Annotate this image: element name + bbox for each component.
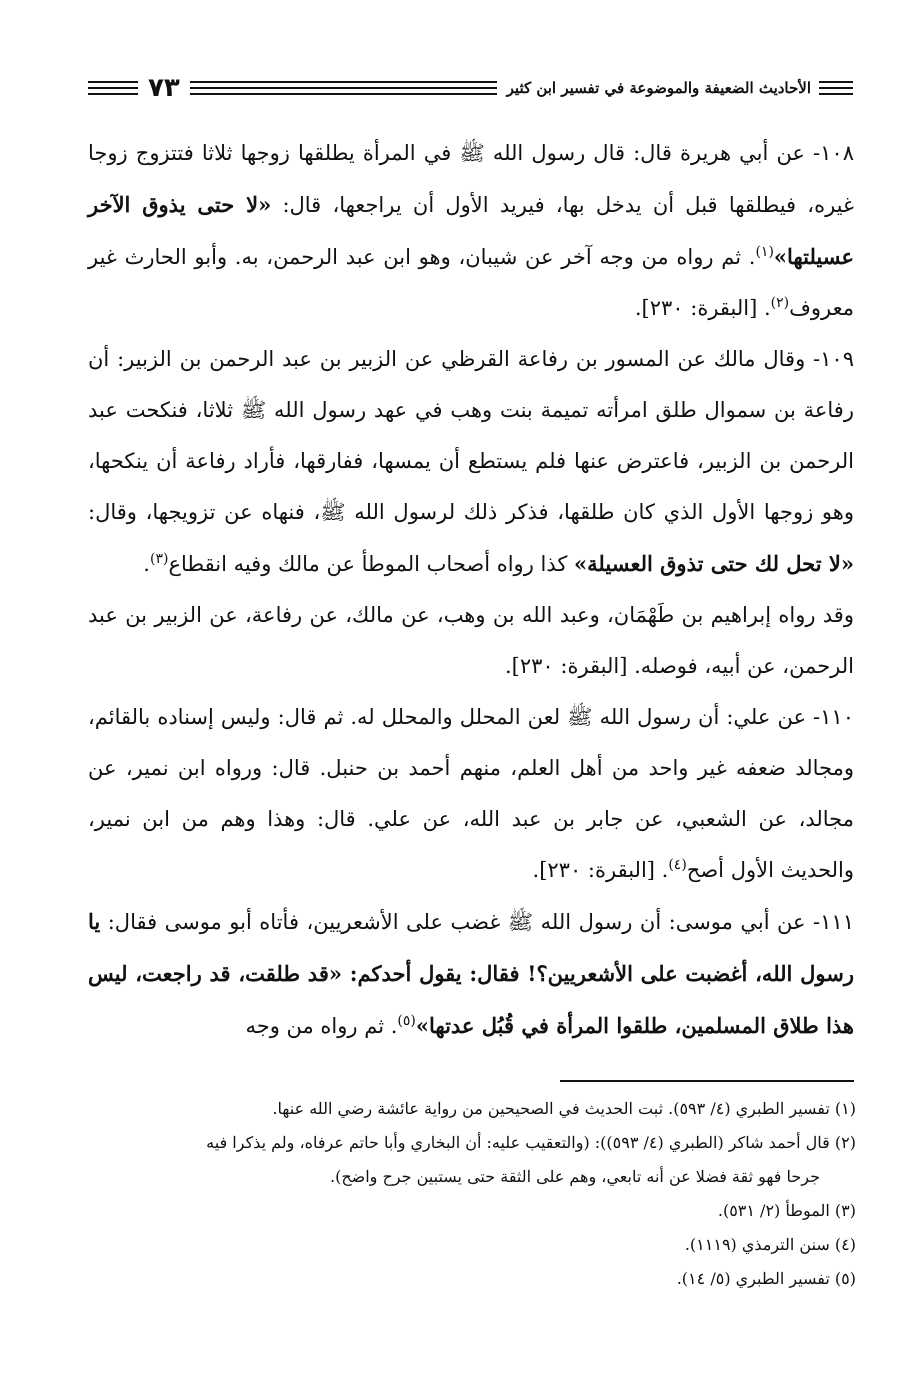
hadith-108-quote: «لا حتى يذوق الآخر عسيلتها» <box>88 192 854 269</box>
footnote-ref-4: (٤) <box>668 857 687 873</box>
hadith-108-text-2: . ثم رواه من وجه آخر عن شيبان، وهو ابن عبد الرحمن، به. وأبو الحارث غير معروف <box>88 245 854 320</box>
footnote-1: (١) تفسير الطبري (٤/ ٥٩٣). ثبت الحديث في الصحيحين من رواية عائشة رضي الله عنها. <box>272 1099 856 1118</box>
footnote-5: (٥) تفسير الطبري (٥/ ١٤). <box>676 1269 856 1288</box>
footnote-ref-3: (٣) <box>149 551 169 567</box>
hadith-109 <box>88 334 854 590</box>
hadith-108-text: ١٠٨- عن أبي هريرة قال: قال رسول الله ﷺ في المرأة يطلقها زوجها ثلاثا فتتزوج زوجا غيره، فيطلقها قبل أن يدخل بها، فيريد الأول أن يراجعها، قال: <box>88 141 854 217</box>
hadith-108 <box>88 128 854 334</box>
footnote-separator <box>560 1080 854 1082</box>
footnote-2-continued: جرحا فهو ثقة فضلا عن أنه تابعي، وهم على الثقة حتى يستبين جرح واضح). <box>329 1167 820 1186</box>
footnotes <box>90 1092 856 1296</box>
hadith-109-note: وقد رواه إبراهيم بن طَهْمَان، وعبد الله بن وهب، عن مالك، عن رفاعة، عن الزبير بن عبد الرحمن، عن أبيه، فوصله. [البقرة: ٢٣٠]. <box>88 603 854 678</box>
hadith-111-quote: يا رسول الله، أغضبت على الأشعريين؟! فقال: يقول أحدكم: «قد طلقت، قد راجعت، ليس هذا طلاق المسلمين، طلقوا المرأة في قُبُل عدتها» <box>88 909 854 1038</box>
footnote-ref-5: (٥) <box>397 1013 416 1029</box>
hadith-110 <box>88 692 854 896</box>
main-text <box>88 128 854 1052</box>
hadith-111 <box>88 896 854 1052</box>
hadith-109-text: ١٠٩- وقال مالك عن المسور بن رفاعة القرظي عن الزبير بن عبد الرحمن بن الزبير: أن رفاعة بن سموال طلق امرأته تميمة بنت وهب في عهد رسول الله ﷺ ثلاثا، فنكحت عبد الرحمن بن الزبير، فاعترض عنها فلم يستطع أن يمسها، ففارقها، فأراد رفاعة أن ينكحها، وهو زوجها الأول الذي كان طلقها، فذكر ذلك لرسول الله ﷺ، فنهاه عن تزويجها، وقال: <box>88 347 854 524</box>
footnote-2: (٢) قال أحمد شاكر (الطبري (٤/ ٥٩٣)): (والتعقيب عليه: أن البخاري وأبا حاتم عرفاه، ولم يذكرا فيه <box>206 1133 856 1152</box>
footnote-ref-1: (١) <box>755 244 774 260</box>
hadith-109-text-2: كذا رواه أصحاب الموطأ عن مالك وفيه انقطاع <box>168 552 575 576</box>
hadith-108-text-3: . [البقرة: ٢٣٠]. <box>634 296 771 320</box>
footnote-4: (٤) سنن الترمذي (١١١٩). <box>684 1235 856 1254</box>
header-rule-right <box>819 81 853 95</box>
hadith-111-text-2: . ثم رواه من وجه <box>245 1014 398 1038</box>
footnote-ref-2: (٢) <box>770 295 790 311</box>
hadith-110-text-2: . [البقرة: ٢٣٠]. <box>532 858 669 882</box>
hadith-109-text-3: . <box>143 552 150 576</box>
book-title: الأحاديث الضعيفة والموضوعة في تفسير ابن كثير <box>506 79 811 97</box>
hadith-111-text: ١١١- عن أبي موسى: أن رسول الله ﷺ غضب على الأشعريين، فأتاه أبو موسى فقال: <box>100 910 854 934</box>
page-number: ٧٣ <box>148 73 180 103</box>
header-rule-middle <box>190 81 497 95</box>
hadith-109-quote: «لا تحل لك حتى تذوق العسيلة» <box>574 551 854 576</box>
running-header <box>88 68 853 108</box>
footnote-3: (٣) الموطأ (٢/ ٥٣١). <box>717 1201 856 1220</box>
hadith-110-text: ١١٠- عن علي: أن رسول الله ﷺ لعن المحلل والمحلل له. ثم قال: وليس إسناده بالقائم، ومجالد ضعفه غير واحد من أهل العلم، منهم أحمد بن حنبل. قال: ورواه ابن نمير، عن مجالد، عن الشعبي، عن جابر بن عبد الله، عن علي. قال: وهذا وهم من ابن نمير، والحديث الأول أصح <box>88 705 854 882</box>
header-rule-left <box>88 81 138 95</box>
